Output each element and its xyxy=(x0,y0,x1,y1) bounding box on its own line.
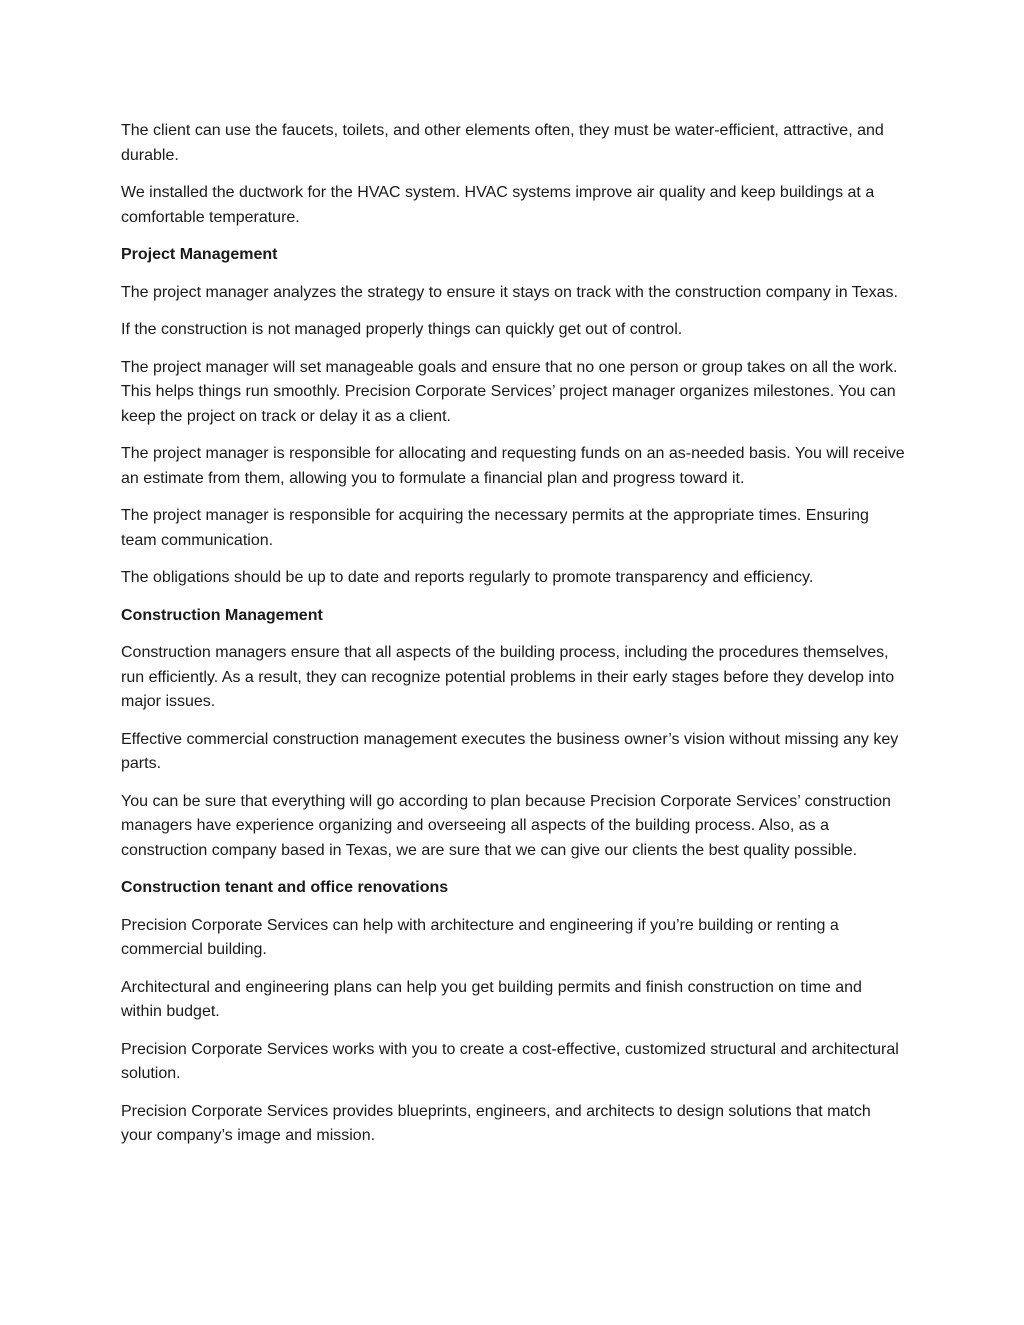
paragraph: Effective commercial construction management executes the business owner’s vision without missing any key parts. xyxy=(121,730,899,772)
paragraph: The obligations should be up to date and reports regularly to promote transparency and efficiency. xyxy=(121,569,814,586)
paragraph: The client can use the faucets, toilets, and other elements often, they must be water-efficient, attractive, and durable. xyxy=(121,122,884,164)
paragraph: The project manager analyzes the strategy to ensure it stays on track with the construction company in Texas. xyxy=(121,283,898,301)
paragraph: Precision Corporate Services provides blueprints, engineers, and architects to design solutions that match your company’s image and mission. xyxy=(121,1102,871,1144)
paragraph: You can be sure that everything will go according to plan because Precision Corporate Services’ construction managers have experience organizing and overseeing all aspects of the building process. Also, as a construction company based in Texas, we are sure that we can give our clients the best quality possible. xyxy=(121,792,891,859)
section-heading-project-management: Project Management xyxy=(121,246,278,263)
paragraph: The project manager will set manageable goals and ensure that no one person or group takes on all the work. This helps things run smoothly. Precision Corporate Services’ project manager organizes milestones. You can keep the project on track or delay it as a client. xyxy=(121,358,898,425)
paragraph: Precision Corporate Services works with you to create a cost-effective, customized structural and architectural solution. xyxy=(121,1040,899,1082)
paragraph: Architectural and engineering plans can help you get building permits and finish construction on time and within budget. xyxy=(121,978,862,1020)
section-heading-construction-management: Construction Management xyxy=(121,606,323,624)
document-page xyxy=(121,119,905,1162)
paragraph: If the construction is not managed properly things can quickly get out of control. xyxy=(121,321,683,338)
paragraph: The project manager is responsible for acquiring the necessary permits at the appropriate times. Ensuring team communication. xyxy=(121,507,869,549)
paragraph: We installed the ductwork for the HVAC system. HVAC systems improve air quality and keep buildings at a comfortable temperature. xyxy=(121,184,875,226)
paragraph: Precision Corporate Services can help with architecture and engineering if you’re building or renting a commercial building. xyxy=(121,916,839,958)
paragraph: Construction managers ensure that all aspects of the building process, including the procedures themselves, run efficiently. As a result, they can recognize potential problems in their early stages before they develop into major issues. xyxy=(121,644,895,710)
section-heading-renovations: Construction tenant and office renovations xyxy=(121,879,449,896)
paragraph: The project manager is responsible for allocating and requesting funds on an as-needed basis. You will receive an estimate from them, allowing you to formulate a financial plan and progress toward it. xyxy=(121,445,905,487)
